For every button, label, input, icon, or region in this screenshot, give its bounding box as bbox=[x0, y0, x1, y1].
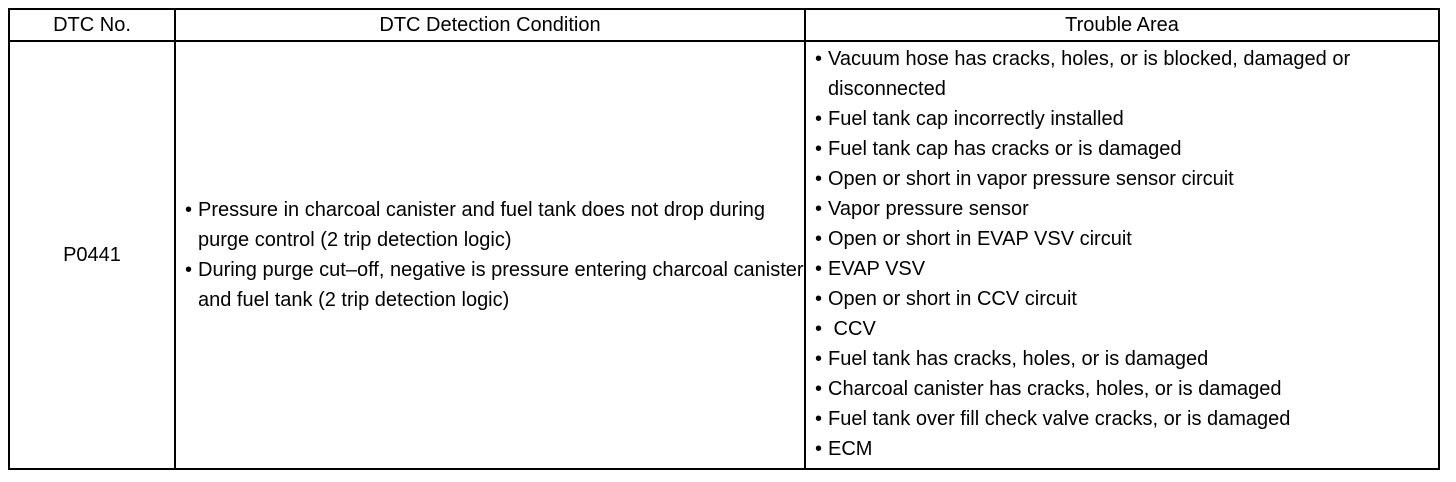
condition-text: During purge cut–off, negative is pressure entering charcoal canister and fuel tank (2 trip detection logic) bbox=[198, 259, 804, 311]
trouble-area-text: Fuel tank cap incorrectly installed bbox=[828, 108, 1124, 130]
header-detection-condition: DTC Detection Condition bbox=[175, 9, 805, 41]
table-header-row bbox=[9, 9, 1439, 41]
trouble-area-text: ECM bbox=[828, 438, 873, 460]
dtc-code-cell: P0441 bbox=[9, 41, 175, 469]
trouble-area-item bbox=[814, 254, 1438, 284]
condition-item bbox=[184, 195, 804, 255]
trouble-area-item bbox=[814, 344, 1438, 374]
bullet-icon: • bbox=[815, 378, 823, 400]
detection-condition-cell bbox=[175, 41, 805, 469]
header-dtc-no: DTC No. bbox=[9, 9, 175, 41]
trouble-area-item bbox=[814, 284, 1438, 314]
trouble-area-cell bbox=[805, 41, 1439, 469]
bullet-icon: • bbox=[185, 259, 193, 281]
trouble-area-text: Open or short in CCV circuit bbox=[828, 288, 1077, 310]
bullet-icon: • bbox=[815, 408, 823, 430]
trouble-area-item bbox=[814, 374, 1438, 404]
trouble-area-list bbox=[814, 44, 1438, 464]
condition-text: Pressure in charcoal canister and fuel tank does not drop during purge control (2 trip detection logic) bbox=[198, 199, 766, 251]
bullet-icon: • bbox=[815, 438, 823, 460]
bullet-icon: • bbox=[815, 228, 823, 250]
trouble-area-text: Fuel tank over fill check valve cracks, or is damaged bbox=[828, 408, 1291, 430]
bullet-icon: • bbox=[815, 258, 823, 280]
trouble-area-item bbox=[814, 194, 1438, 224]
trouble-area-text: Charcoal canister has cracks, holes, or is damaged bbox=[828, 378, 1282, 400]
bullet-icon: • bbox=[815, 168, 823, 190]
trouble-area-item bbox=[814, 134, 1438, 164]
trouble-area-item bbox=[814, 164, 1438, 194]
trouble-area-text: Vacuum hose has cracks, holes, or is blocked, damaged or disconnected bbox=[828, 48, 1351, 100]
trouble-area-text: Fuel tank has cracks, holes, or is damaged bbox=[828, 348, 1209, 370]
trouble-area-text: Open or short in vapor pressure sensor circuit bbox=[828, 168, 1234, 190]
trouble-area-item bbox=[814, 314, 1438, 344]
bullet-icon: • bbox=[815, 198, 823, 220]
bullet-icon: • bbox=[815, 348, 823, 370]
trouble-area-text: Fuel tank cap has cracks or is damaged bbox=[828, 138, 1182, 160]
bullet-icon: • bbox=[815, 138, 823, 160]
table-row bbox=[9, 41, 1439, 469]
bullet-icon: • bbox=[815, 318, 823, 340]
trouble-area-item bbox=[814, 434, 1438, 464]
header-trouble-area: Trouble Area bbox=[805, 9, 1439, 41]
trouble-area-item bbox=[814, 224, 1438, 254]
trouble-area-item bbox=[814, 404, 1438, 434]
condition-item bbox=[184, 255, 804, 315]
bullet-icon: • bbox=[815, 108, 823, 130]
trouble-area-item bbox=[814, 104, 1438, 134]
dtc-table bbox=[8, 8, 1440, 470]
trouble-area-text: CCV bbox=[828, 318, 876, 340]
trouble-area-text: Open or short in EVAP VSV circuit bbox=[828, 228, 1132, 250]
trouble-area-text: EVAP VSV bbox=[828, 258, 926, 280]
condition-list bbox=[184, 195, 804, 315]
bullet-icon: • bbox=[815, 288, 823, 310]
bullet-icon: • bbox=[185, 199, 193, 221]
trouble-area-item bbox=[814, 44, 1438, 104]
bullet-icon: • bbox=[815, 48, 823, 70]
trouble-area-text: Vapor pressure sensor bbox=[828, 198, 1029, 220]
